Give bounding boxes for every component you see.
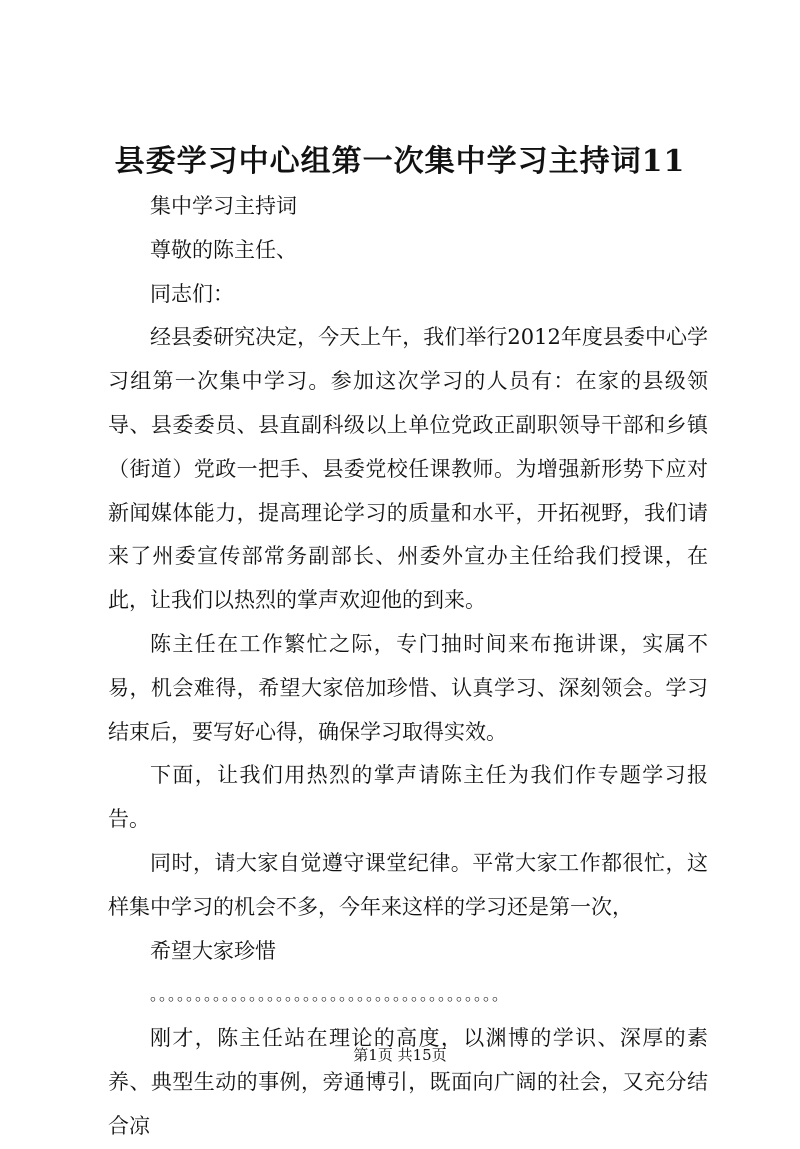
paragraph-invite: 下面，让我们用热烈的掌声请陈主任为我们作专题学习报告。: [108, 763, 708, 832]
paragraph-intro: 经县委研究决定，今天上午，我们举行2012年度县委中心学习组第一次集中学习。参加这次学习的人员有：在家的县级领导、县委委员、县直副科级以上单位党政正副职领导干部和乡镇（街道）党政一把手、县委党校任课教师。为增强新形势下应对新闻媒体能力，提高理论学习的质量和水平，开拓视野，我们请来了州委宣传部常务副部长、州委外宣办主任给我们授课，在此，让我们以热烈的掌声欢迎他的到来。: [108, 325, 708, 613]
document-body: [108, 185, 708, 1149]
document-title: 县委学习中心组第一次集中学习主持词11: [114, 144, 686, 179]
paragraph-lecture: 陈主任在工作繁忙之际，专门抽时间来布拖讲课，实属不易，机会难得，希望大家倍加珍惜、认真学习、深刻领会。学习结束后，要写好心得，确保学习取得实效。: [108, 631, 708, 744]
paragraph-discipline: 同时，请大家自觉遵守课堂纪律。平常大家工作都很忙，这样集中学习的机会不多，今年来这样的学习还是第一次，: [108, 850, 708, 919]
paragraph-cherish: 希望大家珍惜: [150, 938, 276, 963]
paragraph-closing: 刚才，陈主任站在理论的高度，以渊博的学识、深厚的素养、典型生动的事例，旁通博引，既面向广阔的社会，又充分结合凉: [108, 1026, 708, 1138]
separator-dots: 。。。。。。。。。。。。。。。。。。。。。。。。。。。。。。。。。。。。。。。: [150, 985, 510, 1005]
paragraph-salutation: 尊敬的陈主任、: [150, 237, 297, 262]
paragraph-heading: 集中学习主持词: [150, 194, 297, 218]
page-number-footer: 第1页 共15页: [353, 1046, 447, 1064]
paragraph-greeting: 同志们：: [150, 281, 234, 306]
